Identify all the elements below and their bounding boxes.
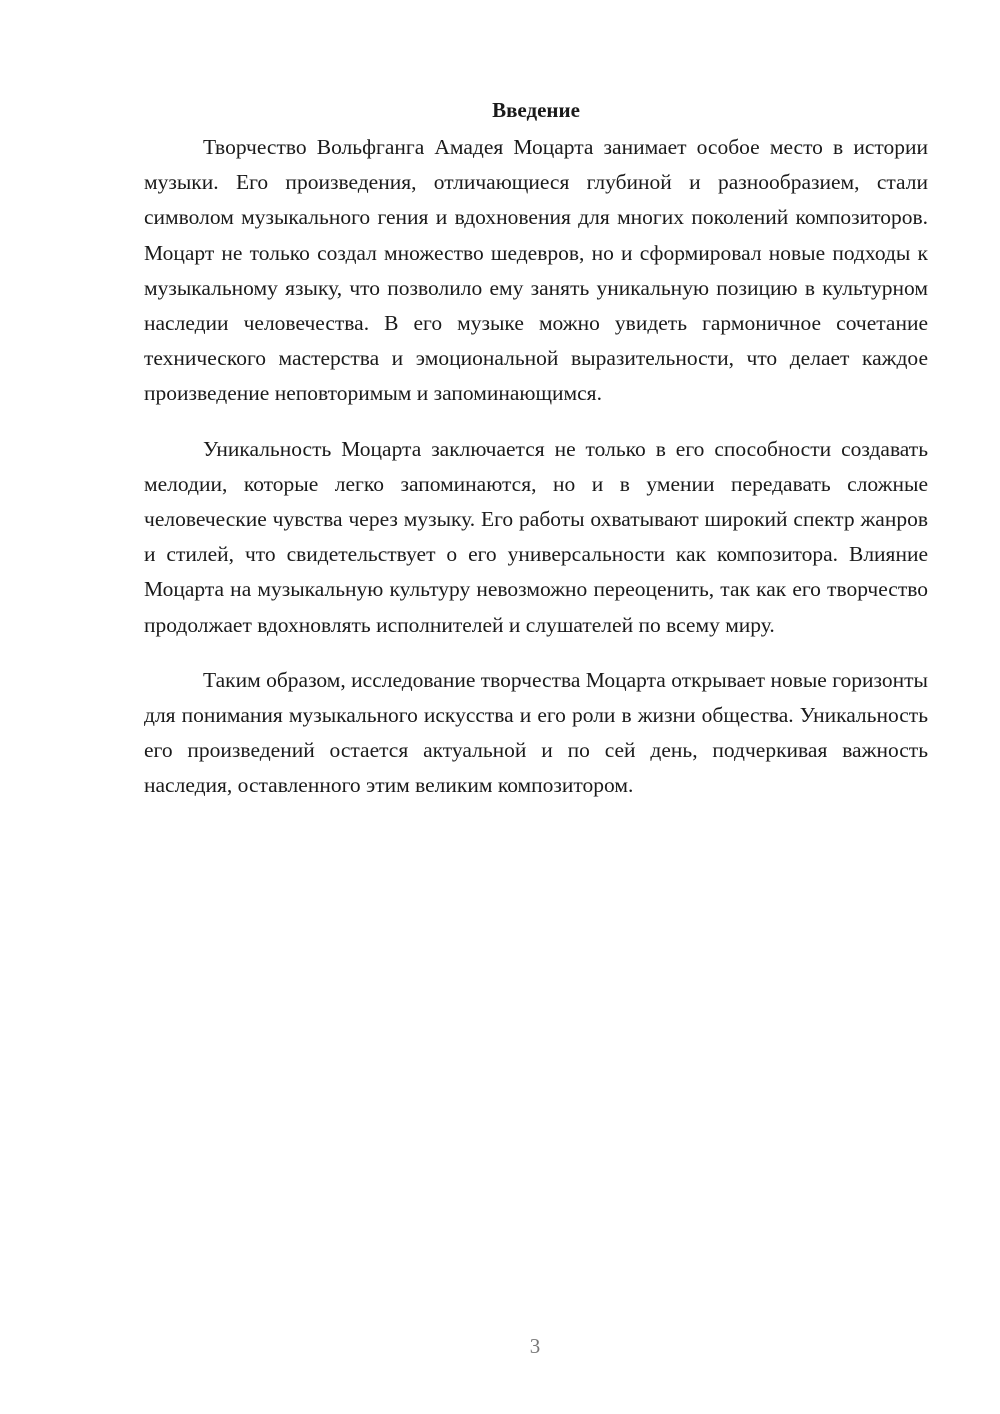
paragraph-3: Таким образом, исследование творчества Моцарта открывает новые горизонты для понимания музыкального искусства и его роли в жизни общества. Уникальность его произведений остается актуальной и по сей день, подчеркивая важность наследия, оставленного этим великим композитором. (144, 667, 928, 798)
paragraph-2: Уникальность Моцарта заключается не только в его способности создавать мелодии, которые легко запоминаются, но и в умении передавать сложные человеческие чувства через музыку. Его работы охватывают широкий спектр жанров и стилей, что свидетельствует о его универсальности как композитора. Влияние Моцарта на музыкальную культуру невозможно переоценить, так как его творчество продолжает вдохновлять исполнителей и слушателей по всему миру. (144, 436, 928, 637)
document-body (144, 92, 928, 824)
page-number: 3 (529, 1334, 541, 1358)
paragraph-1: Творчество Вольфганга Амадея Моцарта занимает особое место в истории музыки. Его произведения, отличающиеся глубиной и разнообразием, стали символом музыкального гения и вдохновения для многих поколений композиторов. Моцарт не только создал множество шедевров, но и сформировал новые подходы к музыкальному языку, что позволило ему занять уникальную позицию в культурном наследии человечества. В его музыке можно увидеть гармоничное сочетание технического мастерства и эмоциональной выразительности, что делает каждое произведение неповторимым и запоминающимся. (144, 135, 928, 406)
section-heading: Введение (492, 98, 580, 122)
